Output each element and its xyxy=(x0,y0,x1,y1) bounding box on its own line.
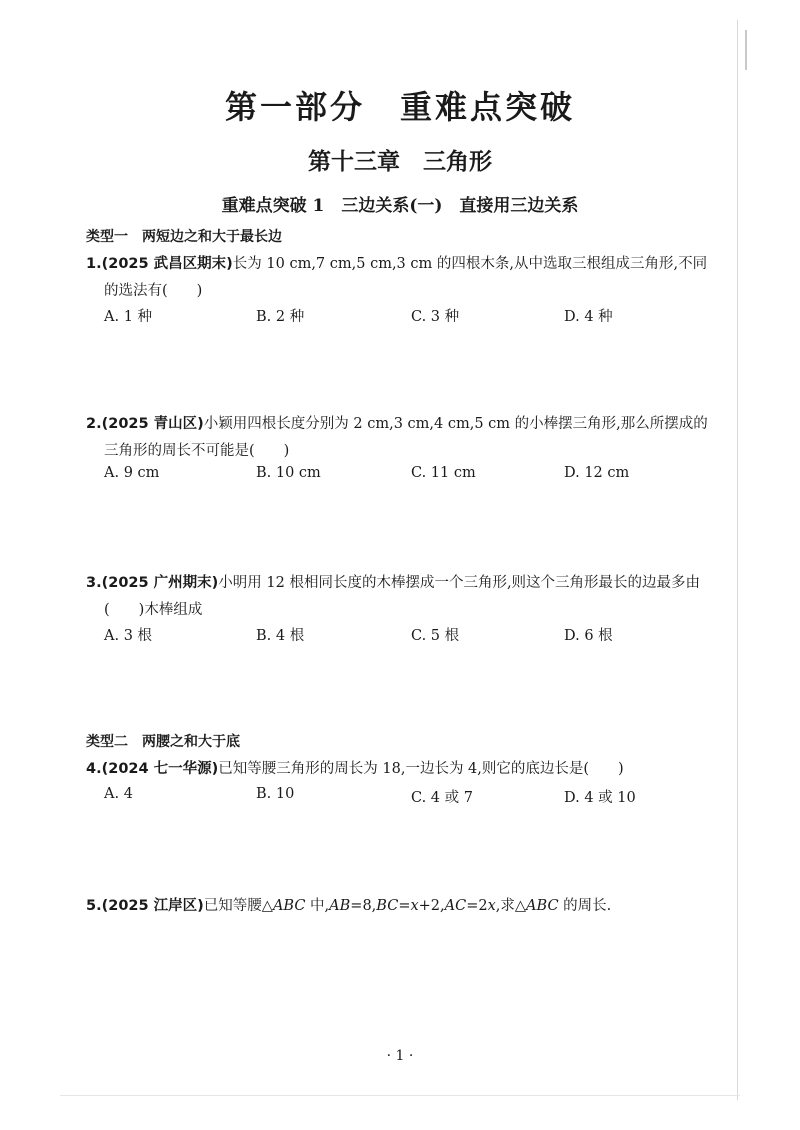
chapter-title: 第十三章 三角形 xyxy=(308,149,492,175)
question-text: = xyxy=(398,898,411,914)
question-text: ,求△ xyxy=(495,898,527,914)
option-a: A. 1 种 xyxy=(104,309,153,325)
option-a: A. 3 根 xyxy=(104,628,153,644)
option-d: D. 4 种 xyxy=(564,309,613,325)
page-number: · 1 · xyxy=(386,1048,414,1064)
question-2-line-2: 三角形的周长不可能是( ) xyxy=(104,443,290,459)
question-5 xyxy=(86,894,611,915)
question-text: 长为 10 cm,7 cm,5 cm,3 cm 的四根木条,从中选取三根组成三角形,不同 xyxy=(232,256,708,272)
type-heading-1: 类型一 两短边之和大于最长边 xyxy=(86,229,282,245)
option-a: A. 9 cm xyxy=(104,465,160,481)
question-text: 小明用 12 根相同长度的木棒摆成一个三角形,则这个三角形最长的边最多由 xyxy=(218,575,701,591)
question-text: 中, xyxy=(305,898,330,914)
section-title: 重难点突破 1 三边关系(一) 直接用三边关系 xyxy=(221,196,579,216)
question-text: 的周长. xyxy=(558,898,612,914)
option-a: A. 4 xyxy=(104,786,133,802)
page-scan-edge xyxy=(737,20,738,1100)
math-symbol: AB xyxy=(329,898,351,914)
question-text: =2 xyxy=(466,898,488,914)
question-text: 小颖用四根长度分别为 2 cm,3 cm,4 cm,5 cm 的小棒摆三角形,那么所摆成的 xyxy=(203,416,708,432)
question-text: =8, xyxy=(350,898,377,914)
option-c: C. 3 种 xyxy=(411,309,460,325)
math-symbol: x xyxy=(487,898,496,914)
question-number: 4. xyxy=(86,761,102,777)
math-symbol: ABC xyxy=(272,898,306,914)
question-number: 3. xyxy=(86,575,102,591)
question-source: (2025 广州期末) xyxy=(101,575,219,591)
question-number: 1. xyxy=(86,256,102,272)
question-text: +2, xyxy=(418,898,445,914)
question-source: (2025 江岸区) xyxy=(101,898,204,914)
question-text: 已知等腰△ xyxy=(203,898,273,914)
question-2 xyxy=(86,412,708,433)
option-d: D. 6 根 xyxy=(564,628,613,644)
math-symbol: BC xyxy=(376,898,399,914)
math-symbol: ABC xyxy=(526,898,559,914)
question-4 xyxy=(86,757,624,778)
option-d: D. 12 cm xyxy=(564,465,630,481)
option-c: C. 4 或 7 xyxy=(411,790,473,806)
question-source: (2025 青山区) xyxy=(101,416,204,432)
page-scan-mark xyxy=(745,30,747,70)
option-c: C. 5 根 xyxy=(411,628,460,644)
question-number: 5. xyxy=(86,898,102,914)
option-b: B. 2 种 xyxy=(256,309,305,325)
option-c: C. 11 cm xyxy=(411,465,476,481)
question-3 xyxy=(86,571,700,592)
option-d: D. 4 或 10 xyxy=(564,790,636,806)
option-b: B. 10 xyxy=(256,786,295,802)
question-text: 已知等腰三角形的周长为 18,一边长为 4,则它的底边长是( ) xyxy=(218,761,624,777)
question-number: 2. xyxy=(86,416,102,432)
question-1 xyxy=(86,252,707,273)
question-3-line-2: ( )木棒组成 xyxy=(104,602,203,618)
option-b: B. 4 根 xyxy=(256,628,305,644)
math-symbol: AC xyxy=(444,898,467,914)
question-1-line-2: 的选法有( ) xyxy=(104,283,203,299)
math-symbol: x xyxy=(410,898,419,914)
option-b: B. 10 cm xyxy=(256,465,321,481)
type-heading-2: 类型二 两腰之和大于底 xyxy=(86,734,240,750)
page-bottom-edge xyxy=(60,1095,740,1096)
question-source: (2024 七一华源) xyxy=(101,761,219,777)
question-source: (2025 武昌区期末) xyxy=(101,256,233,272)
part-title: 第一部分 重难点突破 xyxy=(224,88,575,126)
